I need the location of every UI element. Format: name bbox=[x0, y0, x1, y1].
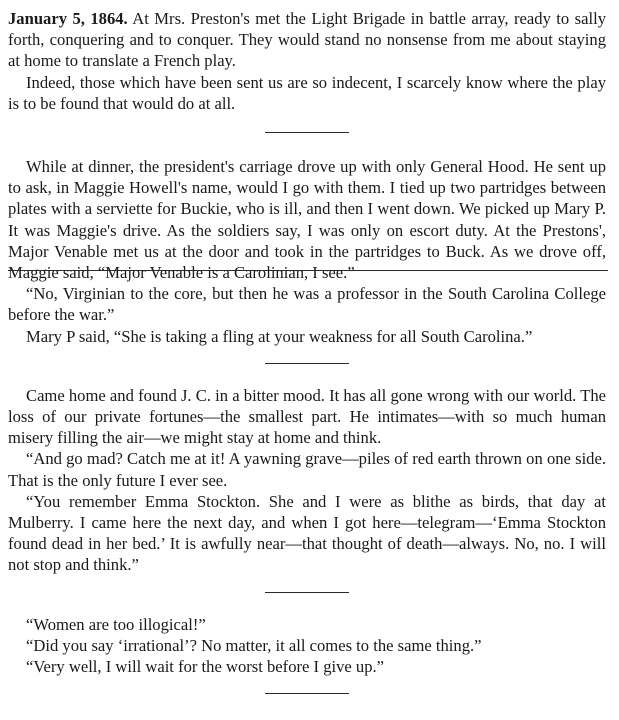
underline-mark bbox=[8, 270, 608, 271]
section4-paragraph-2: “Did you say ‘irrational’? No matter, it all comes to the same thing.” bbox=[26, 635, 482, 655]
section-divider bbox=[265, 592, 349, 593]
section-divider bbox=[265, 132, 349, 133]
entry-date: January 5, 1864. bbox=[8, 9, 128, 28]
section2-paragraph-1: While at dinner, the president's carriage drove up with only General Hood. He sent up to ask, in Maggie Howell's name, would I go with them. I tied up two partridges between plates with a serviette for Buckie, who is ill, and then I went down. We picked up Mary P. It was Maggie's drive. As the soldiers say, I was only on escort duty. At the Prestons', Major Venable met us at the door and took in the partridges to Buck. As we drove off, Maggie said, “Major Venable is a Carolinian, I see.” bbox=[8, 157, 606, 283]
section3-paragraph-1: Came home and found J. C. in a bitter mood. It has all gone wrong with our world. The loss of our private fortunes—the smallest part. He intimates—with so much human misery filling the air—we might stay at home and think. bbox=[8, 385, 606, 448]
section3-paragraph-3: “You remember Emma Stockton. She and I were as blithe as birds, that day at Mulberry. I came here the next day, and when I got here—telegram—‘Emma Stockton found dead in her bed.’ It is awfully near—that thought of death—always. No, no. I will not stop and think.” bbox=[8, 491, 606, 575]
section2-paragraph-2: “No, Virginian to the core, but then he was a professor in the South Carolina College before the war.” bbox=[8, 284, 606, 325]
document-page bbox=[8, 8, 606, 715]
entry-paragraph-1-text: At Mrs. Preston's met the Light Brigade in battle array, ready to sally forth, conquering and to conquer. They would stand no nonsense from me about staying at home to translate a French play. bbox=[8, 9, 607, 71]
section4-paragraph-3: “Very well, I will wait for the worst before I give up.” bbox=[26, 657, 385, 677]
entry-paragraph-2: Indeed, those which have been sent us are so indecent, I scarcely know where the play is to be found that would do at all. bbox=[8, 72, 606, 113]
section2-paragraph-3: Mary P said, “She is taking a fling at your weakness for all South Carolina.” bbox=[26, 326, 533, 346]
section3-paragraph-2: “And go mad? Catch me at it! A yawning grave—piles of red earth thrown on one side. That is the only future I ever see. bbox=[8, 449, 606, 490]
section-divider bbox=[265, 363, 349, 364]
section-divider bbox=[265, 693, 349, 694]
entry-paragraph-1 bbox=[8, 8, 606, 72]
section4-paragraph-1: “Women are too illogical!” bbox=[26, 614, 206, 634]
